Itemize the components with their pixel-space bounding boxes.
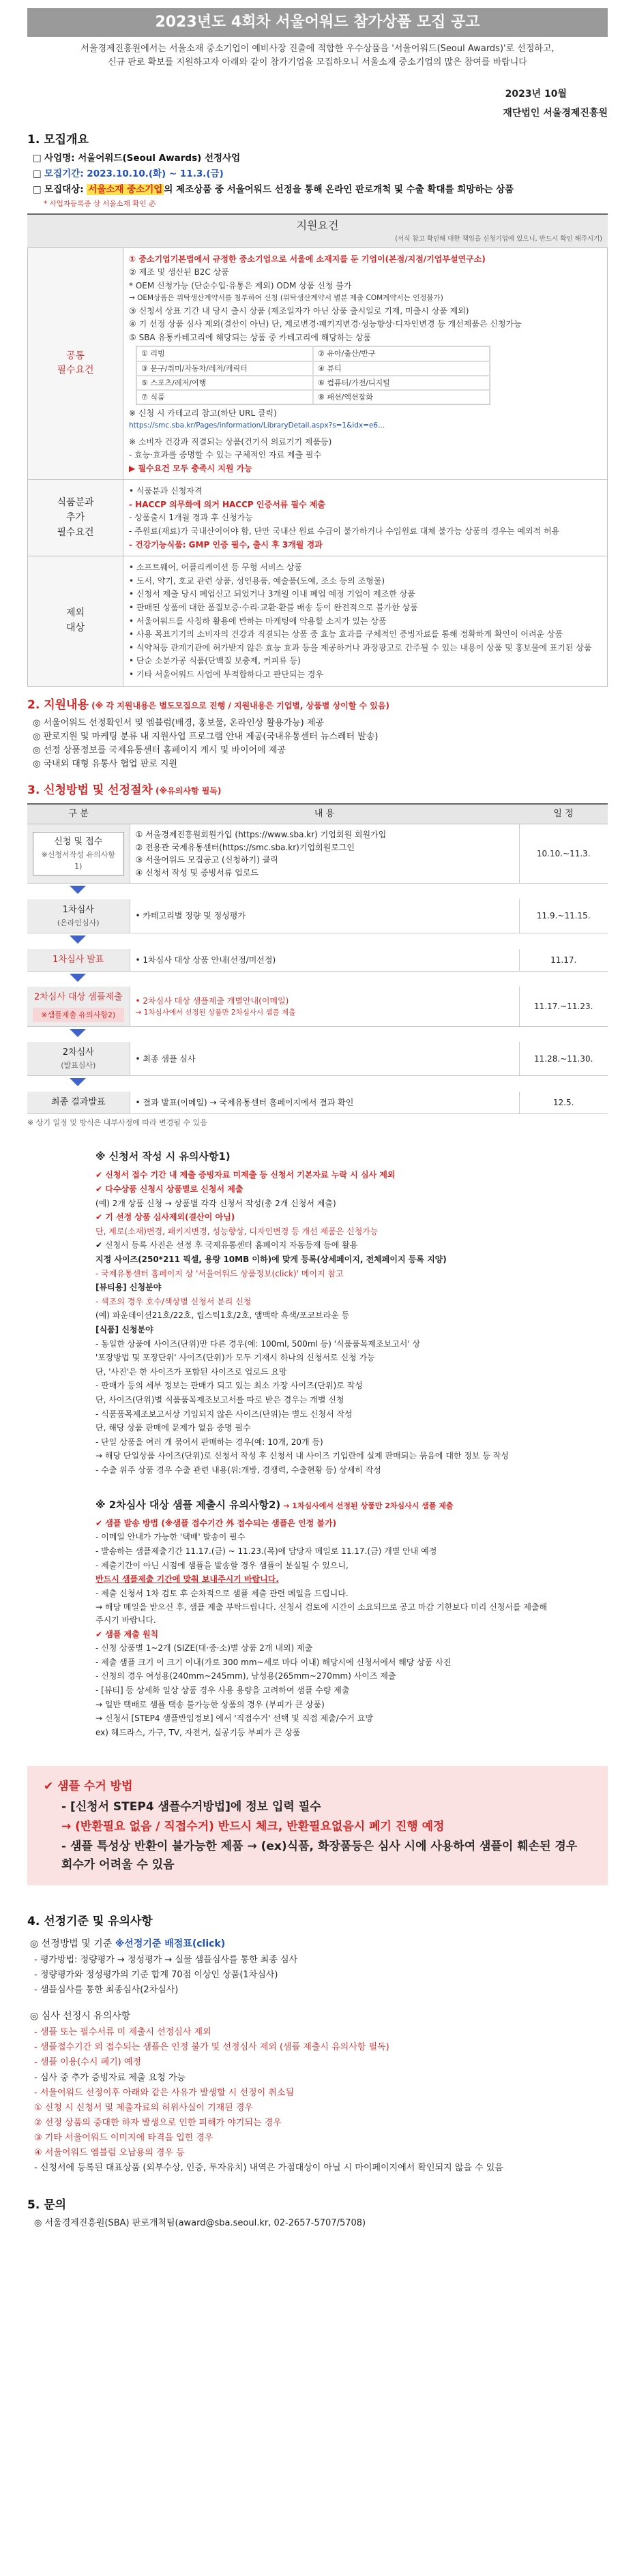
- schedule-row-first-result: 1차심사 발표 • 1차심사 대상 상품 안내(선정/미선정) 11.17.: [27, 949, 608, 972]
- schedule-row-apply: 신청 및 접수 ※신청서작성 유의사항1) ① 서울경제진흥원회원가입 (https://www.sba.kr) 기업회원 회원가입 ② 전용관 국제유통센터(https://smc.sba.kr)기업회원로그인 ③ 서울어워드 모집공고 (신청하기) 클릭 ④ 신청서 작성 및 증빙서류 업로드 10.10.~11.3.: [27, 824, 608, 884]
- business-name: □ 사업명: 서울어워드(Seoul Awards) 선정사업: [33, 153, 241, 164]
- criteria-link[interactable]: ※선정기준 배점표(click): [115, 1938, 226, 1950]
- application-caution: ※ 신청서 작성 시 유의사항1) ✔ 신청서 접수 기간 내 제출 증빙자료 미제출 등 신청서 기본자료 누락 시 심사 제외 ✔ 다수상품 신청시 상품별로 신청서 제출 (예) 2개 상품 신청 → 상품별 각각 신청서 작성(총 2개 신청서 제출) ✔ 기 선정 상품 심사제외(결산이 아님) 단, 제로(소재)변경, 패키지변경, 성능향상, 디자인변경 등 개선 제품은 신청가능 ✔ 신청서 등록 사진은 선정 후 국제유통센터 홈페이지 자동등재 등에 활용 지정 사이즈(250*211 픽셀, 용량 10MB 이하)에 맞게 등록(상세페이지, 전체페이지 등록 지양) - 국제유통센터 홈페이지 상 '서울어워드 상품정보(click)' 메이지 참고 [뷰티용] 신청분야 - 색조의 경우 호수/색상별 신청서 분리 신청 (예) 파운데이션21호/22호, 립스틱1호/2호, 앰맥락 흑색/포코브라운 등 [식품] 신청분야 - 동일한 상품에 사이즈(단위)만 다른 경우(예: 100ml, 500ml 등) '식품품목제조보고서' 상 '포장방법 및 포장단위' 사이즈(단위)가 모두 기재시 하나의 신청서로 신청 가능 단, '사진'은 한 사이즈가 포함된 사이즈로 업로드 요망 - 판매가 등의 세부 정보는 판매가 되고 있는 최소 가장 사이즈(단위)로 작성 단, 사이즈(단위)별 식품품목제조보고서를 따로 받은 경우는 개별 신청 - 식품품목제조보고서상 기입되지 않은 사이즈(단위)는 별도 신청서 작성 단, 해당 상품 판매에 문제가 없음 증명 필수 - 단일 상품을 여러 개 묶어서 판매하는 경우(예: 10개, 20개 등) → 해당 단일상품 사이즈(단위)로 신청서 작성 후 신청서 내 사이즈 기입란에 실제 판매되는 묶음에 대한 정보 등 작성 - 수출 위주 상품 경우 수출 관련 내용(위:개방, 경쟁력, 수출현황 등) 상세히 작성: [95, 1150, 509, 1475]
- criteria-subheading: ◎ 선정방법 및 기준 ※선정기준 배점표(click): [30, 1938, 226, 1950]
- page-title: 2023년도 4회차 서울어워드 참가상품 모집 공고: [27, 8, 608, 37]
- sample-caution: ※ 2차심사 대상 샘플 제출시 유의사항2) → 1차심사에서 선정된 상품만 2차심사시 샘플 제출 ✔ 샘플 발송 방법 (※샘플 접수기간 外 접수되는 샘플은 인정 불가) - 이메일 안내가 가능한 '택배' 발송이 필수 - 발송하는 샘플제출기간 11.17.(금) ~ 11.23.(목)에 담당자 메일로 11.17.(금) 개별 안내 예정 - 제출기간이 아닌 시점에 샘플을 발송할 경우 샘플이 분실될 수 있으니, 반드시 샘플제출 기간에 맞춰 보내주시기 바랍니다. - 제출 신청서 1차 검토 후 순차적으로 샘플 제출 관련 메일을 드립니다. → 해당 메일을 받으신 후, 샘플 제출 부탁드립니다. 신청서 검토에 시간이 소요되므로 공고 마감 기한보다 미리 신청서를 제출해주시기 바랍니다. ✔ 샘플 제출 원칙 - 신청 상품별 1~2개 (SIZE(대·중·소)별 상품 2개 내외) 제출 - 제출 샘플 크기 이 크기 이내(가로 300 mm~세로 마다 이내) 해당시에 신청서에서 해당 상품 사진 - 신청의 경우 여성용(240mm~245mm), 남성용(265mm~270mm) 사이즈 제출 - [뷰티] 등 상세화 일상 상품 경우 사용 용량을 고려하여 샘플 수량 제출 → 일반 택배로 샘플 택송 불가능한 상품의 경우 (부피가 큰 상품) → 신청서 [STEP4 샘플반입정보] 에서 '직접수거' 선택 및 직접 제출/수거 요망 ex) 헤드라스, 가구, TV, 자전거, 실공기등 부피가 큰 상품: [95, 1498, 548, 1737]
- schedule-footnote: ※ 상기 일정 및 방식은 내부사정에 따라 변경될 수 있음: [27, 1118, 207, 1128]
- category-url-link[interactable]: https://smc.sba.kr/Pages/information/LibraryDetail.aspx?s=1&idx=e6...: [129, 421, 385, 430]
- section-3-heading: 3. 신청방법 및 선정절차 (※유의사항 필독): [27, 783, 222, 797]
- common-label: 공통 필수요건: [28, 248, 123, 480]
- intro: 서울경제진흥원에서는 서울소재 중소기업이 예비사장 진출에 적합한 우수상품을 '서울어워드(Seoul Awards)'로 선정하고, 신규 판로 확보를 지원하고자 아래와 같이 참가기업을 모집하오니 서울소재 중소기업의 많은 참여를 바랍니다: [80, 44, 555, 68]
- arrow-down-icon: [70, 935, 86, 944]
- food-content: • 식품분과 신청자격 - HACCP 의무화에 의거 HACCP 인증서류 필수 제출 - 상품출시 1개월 경과 후 신청가능 - 주원료(재료)가 국내산이어야 함, 단만 국내산 원료 수급이 불가하거나 수입원료 대체 불가능 상품의 경우는 예외적 허용 - 건강기능식품: GMP 인증 필수, 출시 후 3개월 경과: [123, 480, 608, 556]
- arrow-down-icon: [70, 1078, 86, 1086]
- contact-info: ◎ 서울경제진흥원(SBA) 판로개척팀(award@sba.seoul.kr, 02-2657-5707/5708): [34, 2217, 366, 2228]
- support-list: ◎ 서울어워드 선정확인서 및 엠블럼(배경, 홍보물, 온라인상 활용가능) 제공 ◎ 판로지원 및 마케팅 분류 내 지원사업 프로그램 안내 제공(국내유통센터 뉴스레터 발송) ◎ 선정 상품정보를 국제유통센터 홈페이지 게시 및 바이어에 제공 ◎ 국내외 대형 유통사 협업 판로 지원: [33, 717, 379, 770]
- section-2-heading: 2. 지원내용 (※ 각 지원내용은 별도모집으로 진행 / 지원내용은 기업별, 상품별 상이할 수 있음): [27, 698, 389, 712]
- sample-return-box: ✔ 샘플 수거 방법 - [신청서 STEP4 샘플수거방법]에 정보 입력 필수 → (반환필요 없음 / 직접수거) 반드시 체크, 반환필요없음시 폐기 진행 예정 - 샘플 특성상 반환이 불가능한 제품 → (ex)식품, 화장품등은 심사 시에 사용하여 샘플이 훼손된 경우 회수가 어려울 수 있음: [27, 1766, 608, 1885]
- schedule-row-sample-submit: 2차심사 대상 샘플제출 ※샘플제출 유의사항2) • 2차심사 대상 샘플제출 개별안내(이메일) → 1차심사에서 선정된 상품만 2차심사시 샘플 제출 11.17.~11.23.: [27, 987, 608, 1026]
- review-caution-subheading: ◎ 심사 선정시 유의사항: [30, 2011, 131, 2022]
- schedule-row-second-review: 2차심사 (발표심사) • 최종 샘플 심사 11.28.~11.30.: [27, 1042, 608, 1076]
- req-row-common: [28, 248, 608, 480]
- arrow-down-icon: [70, 1029, 86, 1037]
- arrow-down-icon: [70, 886, 86, 894]
- req-row-food: [28, 480, 608, 556]
- category-grid: ① 리빙 ② 유아/출산/반구 ③ 문구/취미/자동차/레저/캐릭터 ④ 뷰티 ⑤ 스포츠/레저/여행 ⑥ 컴퓨터/가전/디지털 ⑦ 식품 ⑧ 패션/액션잡화: [136, 346, 490, 404]
- section-1-heading: 1. 모집개요: [27, 132, 89, 147]
- recruit-period: □ 모집기간: 2023.10.10.(화) ~ 11.3.(금): [33, 168, 224, 180]
- organization-name: 재단법인 서울경제진흥원: [503, 108, 608, 119]
- food-label: 식품분과 추가 필수요건: [28, 480, 123, 556]
- schedule-table: 구 분 내 용 일 정 신청 및 접수 ※신청서작성 유의사항1) ① 서울경제진흥원회원가입 (https://www.sba.kr) 기업회원 회원가입 ② 전용관 국제유통센터(https://smc.sba.kr)기업회원로그인 ③ 서울어워드 모집공고 (신청하기) 클릭 ④ 신청서 작성 및 증빙서류 업로드 10.10.~11.3. 1차심사 (온라인심사) • 카테고리별 정량 및 정성평가 11.9.~11.15. 1차심사 발표 • 1차심사 대상 상품 안내(선정/미선정) 11.17. 2차심사 대상 샘플제출 ※샘플제출 유의사항2) • 2차심사 대상 샘플제출 개별안내(이메일) → 1차심사에서 선정된 상품만 2차심사시 샘플 제출 11.17.~11.23. 2차심사 (발표심사) • 최종 샘플 심사 11.28.~11.30. 최종 결과발표 • 결과 발표(이메일) → 국제유통센터 홈페이지에서 결과 확인 12.5.: [27, 803, 608, 1114]
- target-note: * 사업자등록증 상 서울소재 확인 必: [44, 199, 156, 208]
- recruit-target: □ 모집대상: 서울소재 중소기업 의 제조상품 중 서울어워드 선정을 통해 온라인 판로개척 및 수출 확대를 희망하는 상품: [33, 183, 514, 195]
- common-content: ① 중소기업기본법에서 규정한 중소기업으로 서울에 소재지를 둔 기업이(본점/지점/기업부설연구소) ② 제조 및 생산된 B2C 상품 * OEM 신청가능 (단순수입·유통은 제외) ODM 상품 신청 불가 → OEM상품은 위탁생산계약서를 첨부하여 신청 (위탁생산계약서 별분 제출 COM계약서는 인정불가) ③ 신청서 상표 기간 내 당시 출시 상품 (제조일자가 아닌 상품 출시일로 기재, 미출시 상품 제외) ④ 기 선정 상품 심사 제외(결산이 아닌) 단, 제로변경·패키지변경·성능향상·디자인변경 등 개선제품은 신청가능 ⑤ SBA 유통카테고리에 해당되는 상품 중 카테고리에 해당하는 상품 ① 리빙 ② 유아/출산/반구 ③ 문구/취미/자동차/레저/캐릭터 ④ 뷰티 ⑤ 스포츠/레저/여행 ⑥ 컴퓨터/가전/디지털 ⑦ 식품 ⑧ 패션/액션잡화 ※ 신청 시 카테고리 참고(하단 URL 클릭) https://smc.sba.kr/Pages/information/LibraryDetail.aspx?s=1&idx=e6... ※ 소비자 건강과 직결되는 상품(건기식 의료기기 제품등) - 효능·효과를 증명할 수 있는 구체적인 자료 제출 필수 ▶ 필수요건 모두 충족시 지원 가능: [123, 248, 608, 480]
- requirements-subheader: (서식 참고 확인해 대한 책임을 신청기업에 있으니, 반드시 확인 해주시기): [27, 235, 608, 248]
- arrow-down-icon: [70, 974, 86, 982]
- schedule-row-first-review: 1차심사 (온라인심사) • 카테고리별 정량 및 정성평가 11.9.~11.15.: [27, 899, 608, 933]
- section-4-heading: 4. 선정기준 및 유의사항: [27, 1915, 153, 1929]
- schedule-row-final: 최종 결과발표 • 결과 발표(이메일) → 국제유통센터 홈페이지에서 결과 확인 12.5.: [27, 1092, 608, 1114]
- exclude-label: 제외 대상: [28, 556, 123, 686]
- requirements-header: 지원요건: [27, 215, 608, 235]
- exclude-content: • 소프트웨어, 어플리케이션 등 무형 서비스 상품 • 도서, 약기, 호교 관련 상품, 성인용품, 예술품(도예, 조소 등의 조형물) • 신청서 제출 당시 폐업신고 되었거나 3개월 이내 폐업 예정 기업이 제조한 상품 • 판매된 상품에 대한 품질보증·수리·교환·환불 배송 등이 완전적으로 불가한 상품 • 서울어워드를 사칭하 활용에 반하는 마케팅에 악용할 소지가 있는 상품 • 사용 목표기기의 소비자의 건강과 직결되는 상품 중 효능 효과를 구체적인 증빙자료를 통해 정확하게 확인이 어려운 상품 • 식약처등 관계기관에 허가받지 않은 효능 효과 등을 제공하거나 과장광고로 간주될 수 있는 내용이 상품 및 홍보물에 표기된 상품 • 단순 소분가공 식품(단백질 보충제, 커피류 등) • 기타 서울어워드 사업에 부적합하다고 판단되는 경우: [123, 556, 608, 686]
- page: 2023년도 4회차 서울어워드 참가상품 모집 공고 서울경제진흥원에서는 서울소재 중소기업이 예비사장 진출에 적합한 우수상품을 '서울어워드(Seoul Awards)'로 선정하고, 신규 판로 확보를 지원하고자 아래와 같이 참가기업을 모집하오니 서울소재 중소기업의 많은 참여를 바랍니다 2023년 10월 재단법인 서울경제진흥원 1. 모집개요 □ 사업명: 서울어워드(Seoul Awards) 선정사업 □ 모집기간: 2023.10.10.(화) ~ 11.3.(금) □ 모집대상: 서울소재 중소기업 의 제조상품 중 서울어워드 선정을 통해 온라인 판로개척 및 수출 확대를 희망하는 상품 * 사업자등록증 상 서울소재 확인 必 지원요건 (서식 참고 확인해 대한 책임을 신청기업에 있으니, 반드시 확인 해주시기) 공통 필수요건 ① 중소기업기본법에서 규정한 중소기업으로 서울에 소재지를 둔 기업이(본점/지점/기업부설연구소) ② 제조 및 생산된 B2C 상품 * OEM 신청가능 (단순수입·유통은 제외) ODM 상품 신청 불가 → OEM상품은 위탁생산계약서를 첨부하여 신청 (위탁생산계약서 별분 제출 COM계약서는 인정불가) ③ 신청서 상표 기간 내 당시 출시 상품 (제조일자가 아닌 상품 출시일로 기재, 미출시 상품 제외) ④ 기 선정 상품 심사 제외(결산이 아닌) 단, 제로변경·패키지변경·성능향상·디자인변경 등 개선제품은 신청가능 ⑤ SBA 유통카테고리에 해당되는 상품 중 카테고리에 해당하는 상품 ① 리빙 ② 유아/출산/반구 ③ 문구/취미/자동차/레저/캐릭터 ④ 뷰티 ⑤ 스포츠/레저/여행 ⑥ 컴퓨터/가전/디지털 ⑦ 식품 ⑧ 패션/액션잡화 ※ 신청 시 카테고리 참고(하단 URL 클릭) https://smc.sba.kr/Pages/information/LibraryDetail.aspx?s=1&idx=e6... ※ 소비자 건강과 직결되는 상품(건기식 의료기기 제품등) - 효능·효과를 증명할 수 있는 구체적인 자료 제출 필수 ▶ 필수요건 모두 충족시 지원 가능 식품분과 추가 필수요건 • 식품분과 신청자격 - HACCP 의무화에 의거 HACCP 인증서류 필수 제출 - 상품출시 1개월 경과 후 신청가능 - 주원료(재료)가 국내산이어야 함, 단만 국내산 원료 수급이 불가하거나 수입원료 대체 불가능 상품의 경우는 예외적 허용 - 건강기능식품: GMP 인증 필수, 출시 후 3개월 경과 제외 대상 • 소프트웨어, 어플리케이션 등 무형 서비스 상품 • 도서, 약기, 호교 관련 상품, 성인용품, 예술품(도예, 조소 등의 조형물) • 신청서 제출 당시 폐업신고 되었거나 3개월 이내 폐업 예정 기업이 제조한 상품 • 판매된 상품에 대한 품질보증·수리·교환·환불 배송 등이 완전적으로 불가한 상품 • 서울어워드를 사칭하 활용에 반하는 마케팅에 악용할 소지가 있는 상품 • 사용 목표기기의 소비자의 건강과 직결되는 상품 중 효능 효과를 구체적인 증빙자료를 통해 정확하게 확인이 어려운 상품 • 식약처등 관계기관에 허가받지 않은 효능 효과 등을 제공하거나 과장광고로 간주될 수 있는 내용이 상품 및 홍보물에 표기된 상품 • 단순 소분가공 식품(단백질 보충제, 커피류 등) • 기타 서울어워드 사업에 부적합하다고 판단되는 경우 2. 지원내용 (※ 각 지원내용은 별도모집으로 진행 / 지원내용은 기업별, 상품별 상이할 수 있음) ◎ 서울어워드 선정확인서 및 엠블럼(배경, 홍보물, 온라인상 활용가능) 제공 ◎ 판로지원 및 마케팅 분류 내 지원사업 프로그램 안내 제공(국내유통센터 뉴스레터 발송) ◎ 선정 상품정보를 국제유통센터 홈페이지 게시 및 바이어에 제공 ◎ 국내외 대형 유통사 협업 판로 지원 3. 신청방법 및 선정절차 (※유의사항 필독) 구 분 내 용 일 정 신청 및 접수 ※신청서작성 유의사항1) ① 서울경제진흥원회원가입 (https://www.sba.kr) 기업회원 회원가입 ② 전용관 국제유통센터(https://smc.sba.kr)기업회원로그인 ③ 서울어워드 모집공고 (신청하기) 클릭 ④ 신청서 작성 및 증빙서류 업로드 10.10.~11.3. 1차심사 (온라인심사) • 카테고리별 정량 및 정성평가 11.9.~11.15. 1차심사 발표 • 1차심사 대상 상품 안내(선정/미선정) 11.17. 2차심사 대상 샘플제출 ※샘플제출 유의사항2) • 2차심사 대상 샘플제출 개별안내(이메일) → 1차심사에서 선정된 상품만 2차심사시 샘플 제출 11.17.~11.23. 2차심사 (발표심사) • 최종 샘플 심사 11.28.~11.30. 최종 결과발표 • 결과 발표(이메일) → 국제유통센터 홈페이지에서 결과 확인 12.5. ※ 상기 일정 및 방식은 내부사정에 따라 변경될 수 있음 ※ 신청서 작성 시 유의사항1) ✔ 신청서 접수 기간 내 제출 증빙자료 미제출 등 신청서 기본자료 누락 시 심사 제외 ✔ 다수상품 신청시 상품별로 신청서 제출 (예) 2개 상품 신청 → 상품별 각각 신청서 작성(총 2개 신청서 제출) ✔ 기 선정 상품 심사제외(결산이 아님) 단, 제로(소재)변경, 패키지변경, 성능향상, 디자인변경 등 개선 제품은 신청가능 ✔ 신청서 등록 사진은 선정 후 국제유통센터 홈페이지 자동등재 등에 활용 지정 사이즈(250*211 픽셀, 용량 10MB 이하)에 맞게 등록(상세페이지, 전체페이지 등록 지양) - 국제유통센터 홈페이지 상 '서울어워드 상품정보(click)' 메이지 참고 [뷰티용] 신청분야 - 색조의 경우 호수/색상별 신청서 분리 신청 (예) 파운데이션21호/22호, 립스틱1호/2호, 앰맥락 흑색/포코브라운 등 [식품] 신청분야 - 동일한 상품에 사이즈(단위)만 다른 경우(예: 100ml, 500ml 등) '식품품목제조보고서' 상 '포장방법 및 포장단위' 사이즈(단위)가 모두 기재시 하나의 신청서로 신청 가능 단, '사진'은 한 사이즈가 포함된 사이즈로 업로드 요망 - 판매가 등의 세부 정보는 판매가 되고 있는 최소 가장 사이즈(단위)로 작성 단, 사이즈(단위)별 식품품목제조보고서를 따로 받은 경우는 개별 신청 - 식품품목제조보고서상 기입되지 않은 사이즈(단위)는 별도 신청서 작성 단, 해당 상품 판매에 문제가 없음 증명 필수 - 단일 상품을 여러 개 묶어서 판매하는 경우(예: 10개, 20개 등) → 해당 단일상품 사이즈(단위)로 신청서 작성 후 신청서 내 사이즈 기입란에 실제 판매되는 묶음에 대한 정보 등 작성 - 수출 위주 상품 경우 수출 관련 내용(위:개방, 경쟁력, 수출현황 등) 상세히 작성 ※ 2차심사 대상 샘플 제출시 유의사항2) → 1차심사에서 선정된 상품만 2차심사시 샘플 제출 ✔ 샘플 발송 방법 (※샘플 접수기간 外 접수되는 샘플은 인정 불가) - 이메일 안내가 가능한 '택배' 발송이 필수 - 발송하는 샘플제출기간 11.17.(금) ~ 11.23.(목)에 담당자 메일로 11.17.(금) 개별 안내 예정 - 제출기간이 아닌 시점에 샘플을 발송할 경우 샘플이 분실될 수 있으니, 반드시 샘플제출 기간에 맞춰 보내주시기 바랍니다. - 제출 신청서 1차 검토 후 순차적으로 샘플 제출 관련 메일을 드립니다. → 해당 메일을 받으신 후, 샘플 제출 부탁드립니다. 신청서 검토에 시간이 소요되므로 공고 마감 기한보다 미리 신청서를 제출해주시기 바랍니다. ✔ 샘플 제출 원칙 - 신청 상품별 1~2개 (SIZE(대·중·소)별 상품 2개 내외) 제출 - 제출 샘플 크기 이 크기 이내(가로 300 mm~세로 마다 이내) 해당시에 신청서에서 해당 상품 사진 - 신청의 경우 여성용(240mm~245mm), 남성용(265mm~270mm) 사이즈 제출 - [뷰티] 등 상세화 일상 상품 경우 사용 용량을 고려하여 샘플 수량 제출 → 일반 택배로 샘플 택송 불가능한 상품의 경우 (부피가 큰 상품) → 신청서 [STEP4 샘플반입정보] 에서 '직접수거' 선택 및 직접 제출/수거 요망 ex) 헤드라스, 가구, TV, 자전거, 실공기등 부피가 큰 상품 ✔ 샘플 수거 방법 - [신청서 STEP4 샘플수거방법]에 정보 입력 필수 → (반환필요 없음 / 직접수거) 반드시 체크, 반환필요없음시 폐기 진행 예정 - 샘플 특성상 반환이 불가능한 제품 → (ex)식품, 화장품등은 심사 시에 사용하여 샘플이 훼손된 경우 회수가 어려울 수 있음 4. 선정기준 및 유의사항 ◎ 선정방법 및 기준 ※선정기준 배점표(click) - 평가방법: 정량평가 → 정성평가 → 실물 샘플심사를 통한 최종 심사 - 정량평가와 정성평가의 기준 합계 70점 이상인 상품(1차심사) - 샘플심사를 통한 최종심사(2차심사) ◎ 심사 선정시 유의사항 - 샘플 또는 필수서류 미 제출시 선정심사 제외 - 샘플접수기간 외 접수되는 샘플은 인정 불가 및 선정심사 제외 (샘플 제출시 유의사항 필독) - 샘플 이용(수시 폐기) 예정 - 심사 중 추가 증빙자료 제출 요청 가능 - 서울어워드 선정이후 아래와 같은 사유가 발생할 시 선정이 취소됨 ① 신청 시 신청서 및 제출자료의 허위사실이 기재된 경우 ② 선정 상품의 중대한 하자 발생으로 인한 피해가 야기되는 경우 ③ 기타 서울어워드 이미지에 타격을 입힌 경우 ④ 서울어워드 엠블럼 오남용의 경우 등 - 신청서에 등록된 대표상품 (외부수상, 인증, 투자유치) 내역은 가점대상이 아닐 시 마이페이지에서 확인되지 않을 수 있음 5. 문의 ◎ 서울경제진흥원(SBA) 판로개척팀(award@sba.seoul.kr, 02-2657-5707/5708): [0, 0, 635, 2245]
- req-row-exclude: [28, 556, 608, 686]
- section-5-heading: 5. 문의: [27, 2198, 67, 2212]
- announcement-date: 2023년 10월: [505, 89, 567, 100]
- requirements-table: [27, 213, 608, 686]
